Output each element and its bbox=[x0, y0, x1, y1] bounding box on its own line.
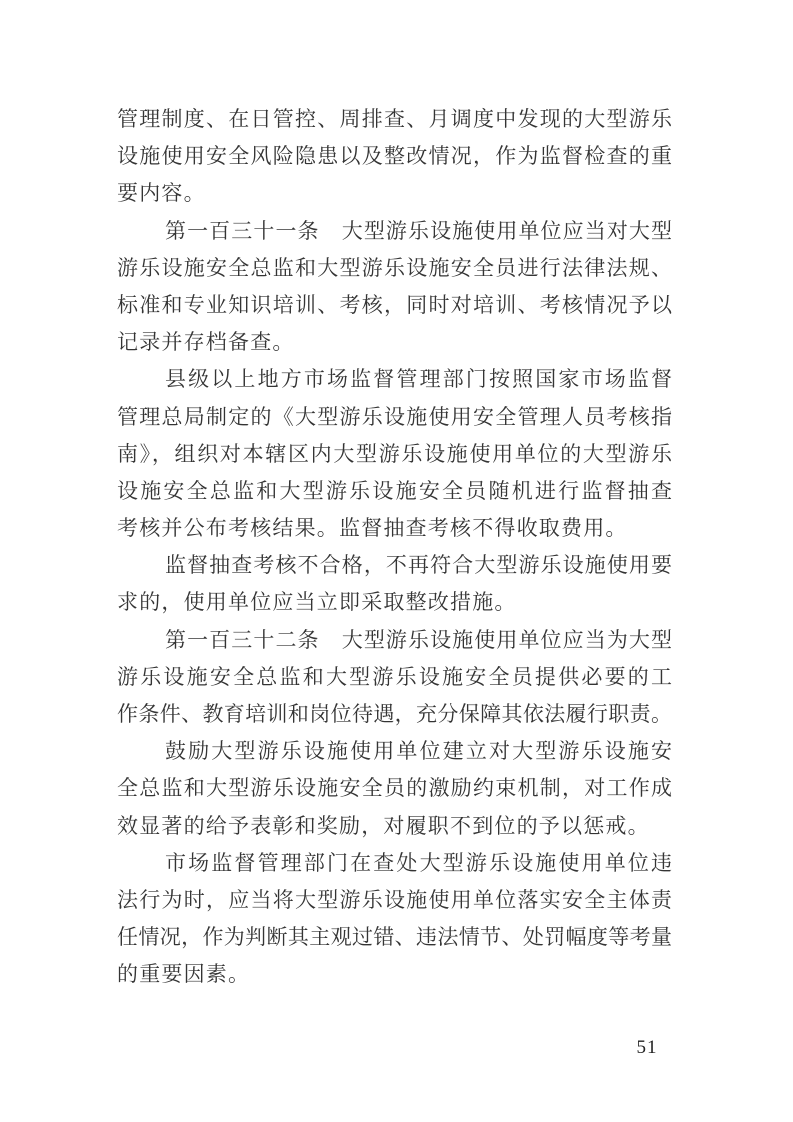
text-line bbox=[117, 213, 672, 250]
paragraph-supervision-assessment bbox=[117, 361, 675, 547]
text-line-content: 任情况，作为判断其主观过错、违法情节、处罚幅度等考量 bbox=[117, 925, 673, 950]
text-line bbox=[117, 547, 672, 584]
text-line-content: 市场监督管理部门在查处大型游乐设施使用单位违 bbox=[165, 850, 675, 875]
text-line bbox=[117, 808, 672, 845]
text-line-content: 管理制度、在日管控、周排查、月调度中发现的大型游乐 bbox=[117, 107, 674, 131]
text-line bbox=[117, 845, 675, 882]
text-line bbox=[117, 584, 672, 621]
text-line bbox=[117, 882, 672, 919]
text-line bbox=[117, 287, 672, 324]
paragraph-incentive-mechanism bbox=[117, 733, 675, 845]
text-line-content: 记录并存档备查。 bbox=[117, 330, 295, 355]
text-line-content: 的重要因素。 bbox=[117, 962, 251, 987]
text-line bbox=[117, 659, 675, 696]
paragraph-article-131 bbox=[117, 213, 672, 362]
text-line-content: 管理总局制定的《大型游乐设施使用安全管理人员考核指 bbox=[117, 404, 674, 429]
text-line bbox=[117, 473, 675, 510]
text-line bbox=[117, 510, 672, 547]
text-line-content: 南》，组织对本辖区内大型游乐设施使用单位的大型游乐 bbox=[117, 441, 674, 466]
text-line bbox=[117, 622, 672, 659]
text-line-content: 第一百三十一条 大型游乐设施使用单位应当对大型 bbox=[165, 218, 674, 243]
text-line-content: 效显著的给予表彰和奖励，对履职不到位的予以惩戒。 bbox=[117, 813, 650, 838]
text-line-content: 设施使用安全风险隐患以及整改情况，作为监督检查的重 bbox=[117, 144, 674, 169]
text-line bbox=[117, 733, 675, 770]
text-line-content: 设施安全总监和大型游乐设施安全员随机进行监督抽查 bbox=[117, 478, 675, 503]
text-line bbox=[117, 399, 672, 436]
text-line bbox=[117, 956, 672, 993]
text-line bbox=[117, 696, 672, 733]
paragraph-failed-assessment bbox=[117, 547, 672, 621]
text-line-content: 全总监和大型游乐设施安全员的激励约束机制，对工作成 bbox=[117, 776, 674, 801]
text-block bbox=[117, 101, 675, 994]
text-line-content: 作条件、教育培训和岗位待遇，充分保障其依法履行职责。 bbox=[117, 702, 673, 726]
text-line-content: 第一百三十二条 大型游乐设施使用单位应当为大型 bbox=[165, 627, 674, 652]
text-line bbox=[117, 250, 672, 287]
text-line-content: 游乐设施安全总监和大型游乐设施安全员提供必要的工 bbox=[117, 664, 675, 689]
text-line bbox=[117, 436, 672, 473]
text-line bbox=[117, 101, 672, 138]
paragraph-enforcement-consideration bbox=[117, 845, 675, 994]
text-line bbox=[117, 770, 672, 807]
text-line-content: 要内容。 bbox=[117, 181, 206, 206]
text-line-content: 县级以上地方市场监督管理部门按照国家市场监督 bbox=[165, 367, 675, 392]
text-line-content: 法行为时，应当将大型游乐设施使用单位落实安全主体责 bbox=[117, 887, 674, 912]
text-line bbox=[117, 175, 672, 212]
text-line bbox=[117, 138, 672, 175]
text-line-content: 鼓励大型游乐设施使用单位建立对大型游乐设施安 bbox=[165, 739, 675, 764]
page-number: 51 bbox=[636, 1037, 658, 1058]
paragraph-article-132 bbox=[117, 622, 675, 734]
text-line-content: 考核并公布考核结果。监督抽查考核不得收取费用。 bbox=[117, 516, 628, 541]
paragraph-continued bbox=[117, 101, 672, 213]
text-line-content: 游乐设施安全总监和大型游乐设施安全员进行法律法规、 bbox=[117, 255, 674, 280]
text-line-content: 求的，使用单位应当立即采取整改措施。 bbox=[117, 590, 517, 615]
text-line bbox=[117, 919, 672, 956]
text-line-content: 监督抽查考核不合格，不再符合大型游乐设施使用要 bbox=[165, 553, 674, 578]
text-line-content: 标准和专业知识培训、考核，同时对培训、考核情况予以 bbox=[117, 292, 674, 317]
text-line bbox=[117, 361, 675, 398]
text-line bbox=[117, 324, 672, 361]
